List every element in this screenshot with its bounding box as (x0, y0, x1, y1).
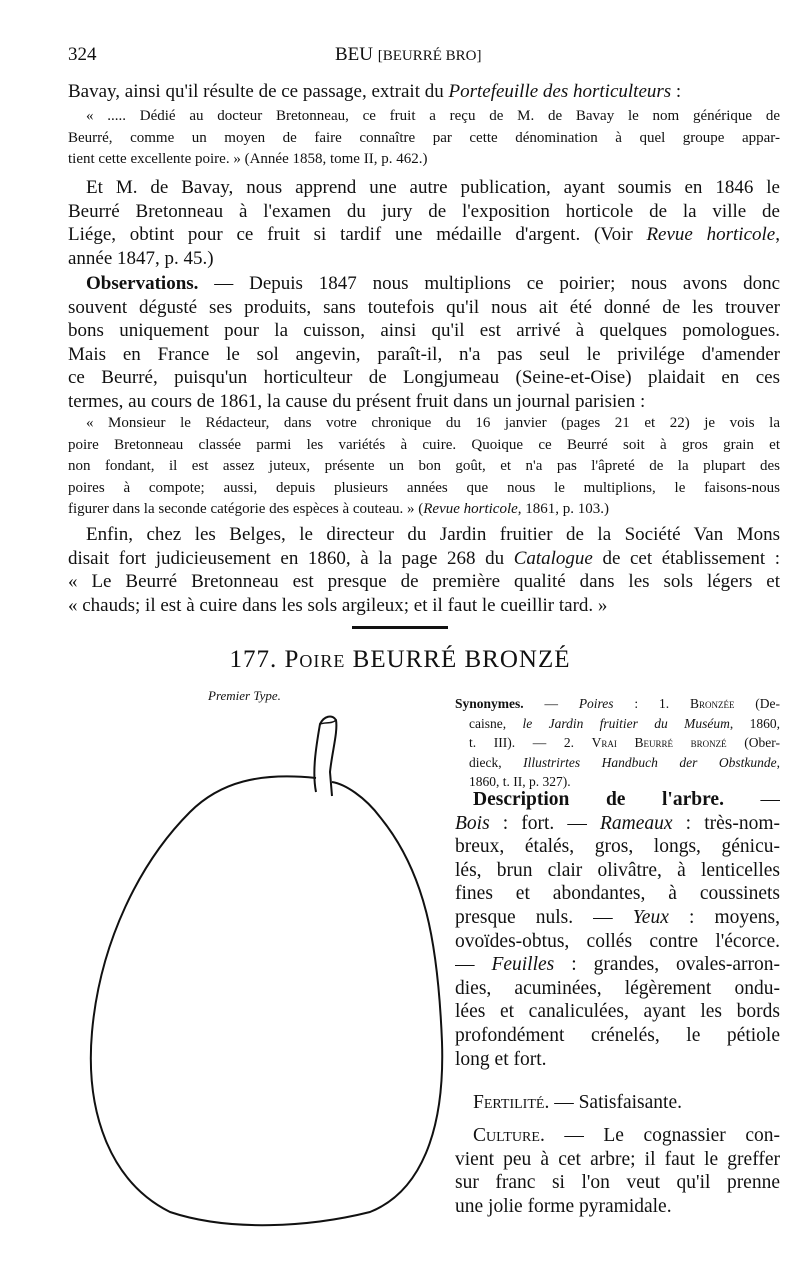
pear-outline (91, 776, 442, 1225)
italic-text: Poires (578, 696, 614, 711)
text-line (455, 835, 780, 859)
text-segment: , (776, 754, 780, 770)
text-segment: bons uniquement pour la cuisson, ainsi qu'il est arrivé à quelques pomologues. (68, 320, 780, 341)
italic-text: Rameaux (600, 812, 673, 834)
paragraph-observations (68, 272, 780, 413)
text-segment: t. III). — 2. (469, 735, 592, 750)
paragraph-belges (68, 523, 780, 617)
text-segment: . — Le cognassier con- (539, 1125, 780, 1146)
text-segment: fines et abondantes, à coussinets (455, 883, 780, 905)
text-line (68, 296, 780, 320)
running-subtitle: [BEURRÉ BRO] (377, 48, 482, 64)
text-line (68, 149, 780, 171)
quote-redacteur (68, 413, 780, 521)
text-segment: . — Satisfaisante. (544, 1092, 682, 1113)
text-line (455, 882, 780, 906)
culture (455, 1124, 780, 1218)
text-segment: Liége, obtint pour ce fruit si tardif une médaille d'argent. (Voir (68, 224, 647, 245)
text-line (68, 223, 780, 247)
text-segment: breux, étalés, gros, longs, génicu- (455, 836, 780, 858)
text-segment: lés, brun clair olivâtre, à lenticelles (455, 859, 780, 881)
text-segment: , 1861, p. 103.) (517, 501, 610, 517)
smallcaps-text: Fertilité (473, 1092, 545, 1113)
text-line (68, 570, 780, 594)
italic-text: Catalogue (513, 547, 593, 569)
text-segment: : moyens, (668, 906, 780, 928)
text-segment: : grandes, ovales-arron- (554, 954, 780, 976)
text-segment: , (775, 224, 780, 245)
text-segment: — Depuis 1847 nous multiplions ce poirier; nous avons donc (198, 273, 780, 294)
text-line (68, 523, 780, 547)
text-segment: de cet établissement : (592, 547, 780, 569)
text-segment: lées et canaliculées, ayant les bords (455, 1001, 780, 1023)
text-segment: figurer dans la seconde catégorie des espèces à couteau. » ( (68, 501, 424, 517)
text-segment: — (455, 954, 492, 976)
text-segment: disait fort judicieusement en 1860, à la page 268 du (68, 547, 514, 569)
text-segment: Beurré Bretonneau à l'examen du jury de l'exposition horticole de la ville de (68, 200, 780, 222)
text-segment: — (523, 696, 579, 711)
text-segment: « ..... Dédié au docteur Bretonneau, ce fruit a reçu de M. de Bavay le nom générique de (86, 108, 780, 124)
text-line (455, 694, 780, 714)
synonyms (455, 694, 780, 792)
text-line (68, 435, 780, 457)
text-segment: presque nuls. — (455, 906, 633, 928)
text-line (455, 1048, 780, 1072)
pear-stem (314, 717, 336, 796)
italic-text: Revue horticole (646, 224, 776, 245)
text-line (68, 106, 780, 128)
italic-text: Yeux (632, 906, 669, 928)
text-segment: : 1. (613, 696, 690, 711)
text-line (68, 319, 780, 343)
entry-title (0, 646, 800, 674)
text-segment: Mais en France le sol angevin, paraît-il, n'a pas seul le privilége d'amender (68, 343, 780, 365)
text-segment: termes, au cours de 1861, la cause du présent fruit dans un journal parisien : (68, 390, 646, 412)
running-head (335, 44, 482, 66)
text-segment: Bavay, ainsi qu'il résulte de ce passage, extrait du (68, 81, 449, 102)
fertility (455, 1091, 780, 1115)
text-segment: (Ober- (726, 735, 780, 750)
text-segment: ce Beurré, puisqu'un horticulteur de Longjumeau (Seine-et-Oise) plaidait en ces (68, 367, 780, 388)
text-line (455, 1091, 780, 1115)
text-line (455, 812, 780, 836)
text-segment: profondément crénelés, le pétiole (455, 1024, 780, 1046)
text-segment: « Monsieur le Rédacteur, dans votre chronique du 16 janvier (pages 21 et 22) je vois la (86, 415, 780, 431)
text-line (68, 128, 780, 150)
text-segment: : (671, 81, 682, 102)
text-line (455, 859, 780, 883)
text-line (68, 478, 780, 500)
text-segment: tient cette excellente poire. » (Année 1858, tome II, p. 462.) (68, 151, 428, 167)
text-segment: : très-nom- (672, 812, 780, 834)
quote-portefeuille (68, 106, 780, 171)
text-segment: Beurré, comme un moyen de faire connaître par cette dénomination à quel groupe appar- (68, 129, 780, 146)
text-line (68, 390, 780, 414)
text-segment: Et M. de Bavay, nous apprend une autre publication, ayant soumis en 1846 le (86, 177, 780, 198)
page-number: 324 (68, 44, 97, 65)
entry-kind: Poire (284, 646, 346, 673)
text-line (68, 413, 780, 435)
text-segment: non fondant, il est assez juteux, présente un bon goût, et n'a pas l'âpreté de la plupart des (68, 458, 780, 474)
text-line (68, 366, 780, 390)
text-segment: poires à compote; aussi, depuis plusieurs années que nous le multiplions, le faisons-nous (68, 479, 780, 496)
text-line (455, 1148, 780, 1172)
bold-heading: Description de l'arbre. (473, 789, 724, 810)
text-segment: caisne, (469, 715, 523, 731)
text-line (68, 547, 780, 571)
text-line (455, 1195, 780, 1219)
bold-heading: Synonymes. (455, 696, 524, 711)
text-segment: : fort. — (489, 812, 601, 834)
text-segment: dieck, (469, 754, 524, 770)
figure-caption: Premier Type. (208, 688, 281, 703)
text-line (455, 906, 780, 930)
running-title: BEU (335, 44, 373, 65)
text-line (455, 733, 780, 753)
bold-heading: Observations. (86, 273, 199, 294)
paragraph-bavay (68, 176, 780, 270)
text-line (455, 714, 780, 734)
text-segment: 1860, t. II, p. 327). (469, 774, 571, 789)
text-line (68, 200, 780, 224)
text-line (455, 1124, 780, 1148)
italic-text: Bois (455, 812, 490, 834)
smallcaps-text: Vrai Beurré bronzé (591, 735, 727, 750)
text-segment: — (723, 789, 780, 810)
italic-text: Portefeuille des horticulteurs (448, 81, 672, 102)
text-segment: long et fort. (455, 1048, 547, 1070)
smallcaps-text: Bronzée (689, 696, 735, 711)
smallcaps-text: Culture (473, 1125, 540, 1146)
text-segment: « chauds; il est à cuire dans les sols argileux; et il faut le cueillir tard. » (68, 594, 608, 616)
text-segment: , 1860, (729, 715, 780, 731)
text-line (455, 953, 780, 977)
text-segment: ovoïdes-obtus, collés contre l'écorce. (455, 930, 780, 952)
entry-name: BEURRÉ BRONZÉ (352, 646, 571, 673)
italic-text: Illustrirtes Handbuch der Obstkunde (523, 754, 777, 770)
italic-text: le Jardin fruitier du Muséum (522, 715, 730, 731)
pear-illustration (80, 712, 450, 1232)
text-line (68, 272, 780, 296)
text-line (455, 1171, 780, 1195)
text-segment: sur franc si l'on veut qu'il prenne (455, 1172, 780, 1194)
text-segment: souvent dégusté ses produits, sans toutefois qu'il nous ait été donné de les trouver (68, 296, 780, 318)
text-line (68, 594, 780, 618)
text-line (68, 247, 780, 271)
text-segment: poire Bretonneau classée parmi les variétés à cuire. Quoique ce Beurré soit à gros grain et (68, 436, 780, 453)
text-line (68, 343, 780, 367)
italic-text: Feuilles (491, 954, 555, 976)
text-line (455, 977, 780, 1001)
tree-description (455, 788, 780, 1071)
text-line (68, 456, 780, 478)
text-line (68, 176, 780, 200)
text-line (455, 1000, 780, 1024)
text-segment: une jolie forme pyramidale. (455, 1195, 672, 1217)
text-segment: (De- (734, 696, 780, 711)
text-line (455, 753, 780, 773)
text-segment: « Le Beurré Bretonneau est presque de première qualité dans les sols légers et (68, 571, 780, 592)
entry-number: 177. (229, 646, 278, 673)
paragraph-intro (68, 80, 780, 104)
italic-text: Revue horticole (423, 501, 518, 517)
text-line (455, 930, 780, 954)
text-line (455, 1024, 780, 1048)
text-line (68, 499, 780, 521)
text-segment: vient peu à cet arbre; il faut le greffer (455, 1148, 780, 1170)
section-rule (352, 626, 448, 629)
text-segment: année 1847, p. 45.) (68, 247, 214, 269)
text-segment: Enfin, chez les Belges, le directeur du Jardin fruitier de la Société Van Mons (86, 524, 780, 545)
text-line (455, 788, 780, 812)
text-line (68, 80, 780, 104)
text-segment: dies, acuminées, légèrement ondu- (455, 977, 780, 999)
